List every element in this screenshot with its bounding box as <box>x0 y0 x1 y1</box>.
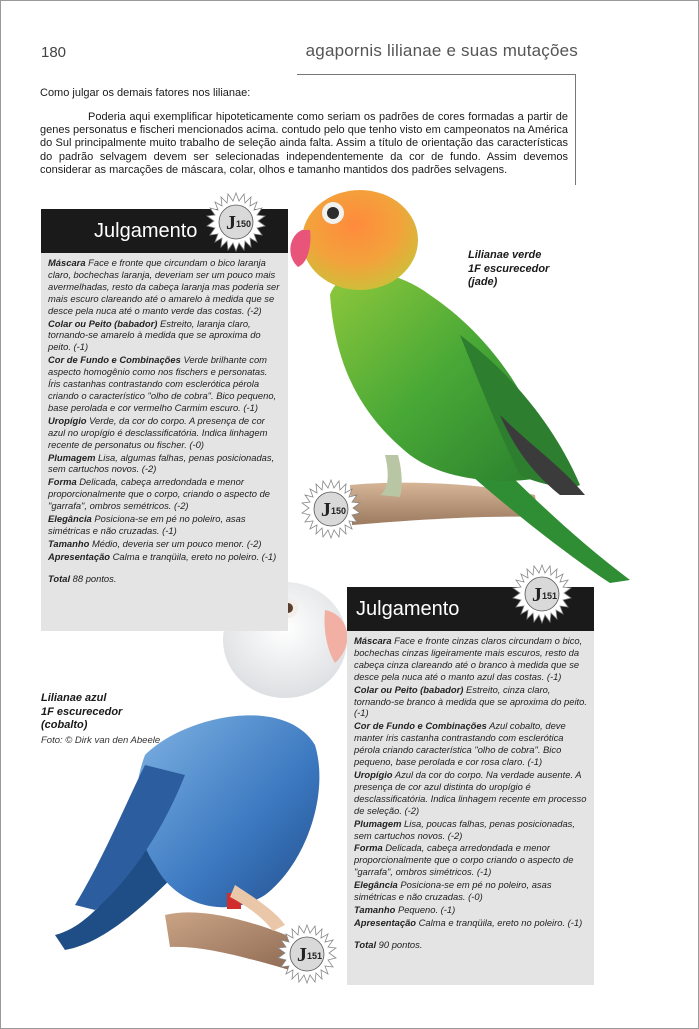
running-title: agapornis lilianae e suas mutações <box>305 41 578 60</box>
photo-credit: Foto: © Dirk van den Abeele <box>41 735 161 746</box>
intro-paragraph: Poderia aqui exemplificar hipoteticamente como seriam os padrões de cores formadas a partir de genes personatus e fischeri mencionados acima. contudo pelo que tenho visto em campeonatos na América do Sul principalmente muito trabalho de seleção ainda falta. Assim a título de orientação das características do padrão selvagem devem ser selecionadas independentemente da cor de fundo. Assim devemos considerar as marcações de máscara, colar, olhos e tamanho mantidos dos padrões selvagens. <box>40 111 568 176</box>
criterion-text: Azul da cor do corpo. Na verdade ausente. A presença de cor azul distinta do uropígio é desclassificatória. Indica linhagem recente em processo de seleção. (-2) <box>354 768 587 816</box>
criterion-text: Delicada, cabeça arredondada e menor proporcionalmente que o corpo, criando o aspecto de "garrafa", ombros semétricos. (-2) <box>48 476 271 512</box>
criterion-text: Médio, deveria ser um pouco menor. (-2) <box>91 537 262 549</box>
criterion-text: Face e fronte que circundam o bico laranja claro, bochechas laranja, deveriam ser um pouco mais avermelhadas, resto da cabeça laranja mas poderia ser mais escuro clareando até o amarelo à medida que se desce pela nuca até o manto verde das costas. (-2) <box>48 257 280 316</box>
seal-number: 150 <box>331 506 347 516</box>
criterion-entry <box>48 538 281 550</box>
svg-text:J: J <box>297 944 307 966</box>
photo-seal-badge-blue <box>277 924 337 984</box>
caption-blue-lovebird <box>41 692 122 733</box>
criterion-entry <box>48 476 281 512</box>
criterion-entry <box>48 452 281 476</box>
judging-title: Julgamento <box>347 587 594 631</box>
page-number: 180 <box>41 44 67 61</box>
criterion-entry <box>48 551 281 563</box>
judging-box-blue <box>347 587 594 985</box>
judge-seal-badge-green <box>206 192 266 252</box>
criterion-entry <box>354 917 587 929</box>
criterion-entry <box>48 318 281 354</box>
caption-line: Lilianae verde <box>468 249 542 261</box>
criterion-entry <box>354 720 587 768</box>
criterion-entry <box>48 415 281 451</box>
criterion-label: Cor de Fundo e Combinações <box>48 354 181 366</box>
seal-number: 150 <box>236 219 252 229</box>
criterion-text: Calma e tranqüila, ereto no poleiro. (-1) <box>418 916 583 928</box>
criterion-entry <box>354 635 587 683</box>
caption-line: Lilianae azul <box>41 692 107 704</box>
total-value: 88 pontos. <box>72 572 117 584</box>
criterion-entry <box>354 842 587 878</box>
criterion-entry <box>354 769 587 817</box>
criterion-entry <box>48 354 281 414</box>
criterion-entry <box>354 818 587 842</box>
caption-line: 1F escurecedor <box>41 705 123 718</box>
criterion-label: Apresentação <box>354 916 417 928</box>
criterion-text: Estreito, laranja claro, tornando-se amarelo à medida que se aproxima do peito. (-1) <box>48 317 261 353</box>
total-score <box>354 939 587 951</box>
criterion-label: Elegância <box>48 513 92 525</box>
svg-text:J: J <box>226 212 236 234</box>
criterion-entry <box>354 684 587 720</box>
criterion-text: Verde brilhante com aspecto homogênio como nos fischers e personatas. Íris castanhas contrastando com esclerótica pérola criando o característico "olho de cobra". Bico pequeno, base perolada e cor vermelho Carmim escuro. (-1) <box>48 354 277 413</box>
criterion-entry <box>354 904 587 916</box>
criterion-label: Forma <box>354 842 383 854</box>
criterion-text: Posiciona-se em pé no poleiro, asas simétricas e não cruzadas. (-0) <box>354 879 552 903</box>
judging-box-green <box>41 209 288 631</box>
caption-line: (jade) <box>468 276 498 288</box>
criterion-entry <box>354 879 587 903</box>
criterion-label: Plumagem <box>354 817 402 829</box>
seal-number: 151 <box>542 591 558 601</box>
criterion-label: Plumagem <box>48 451 96 463</box>
criterion-entry <box>48 513 281 537</box>
criterion-label: Cor de Fundo e Combinações <box>354 720 487 732</box>
svg-text:J: J <box>532 584 542 606</box>
criterion-label: Colar ou Peito (babador) <box>48 317 158 329</box>
seal-number: 151 <box>307 951 323 961</box>
total-value: 90 pontos. <box>378 938 423 950</box>
criterion-label: Tamanho <box>354 903 396 915</box>
svg-text:J: J <box>321 499 331 521</box>
caption-line: 1F escurecedor <box>468 262 550 275</box>
criterion-text: Delicada, cabeça arredondada e menor proporcionalmente que o corpo criando o aspecto de "garrafa", ombros simétricos. (-1) <box>354 842 574 878</box>
judge-seal-badge-blue <box>512 564 572 624</box>
criterion-text: Lisa, poucas falhas, penas posicionadas, sem cartuchos novos. (-2) <box>354 817 575 841</box>
criterion-text: Pequeno. (-1) <box>397 903 456 915</box>
caption-line: (cobalto) <box>41 719 88 731</box>
total-label: Total <box>354 938 377 950</box>
judging-title: Julgamento <box>41 209 288 253</box>
criterion-label: Máscara <box>354 635 392 646</box>
criterion-label: Elegância <box>354 879 398 891</box>
criterion-label: Forma <box>48 476 77 488</box>
criterion-label: Tamanho <box>48 537 90 549</box>
intro-heading: Como julgar os demais fatores nos lilianae: <box>40 87 251 99</box>
criterion-text: Calma e tranqüila, ereto no poleiro. (-1) <box>112 550 277 562</box>
criterion-label: Uropígio <box>48 414 87 426</box>
criterion-text: Face e fronte cinzas claros circundam o bico, bochechas cinzas ligeiramente mais escuros, resto da cabeça cinza clareando até o branco à medida que se desce pela nuca até o manto azul das costas. (-1) <box>354 635 583 682</box>
total-score <box>48 573 281 585</box>
criterion-label: Colar ou Peito (babador) <box>354 683 464 695</box>
frame-rule-right <box>575 74 576 185</box>
caption-green-lovebird <box>468 249 549 290</box>
criterion-text: Posiciona-se em pé no poleiro, asas simétricas e não cruzadas. (-1) <box>48 513 246 536</box>
criterion-text: Verde, da cor do corpo. A presença de cor azul no uropígio é desclassificatória. Indica linhagem recente de personatus ou fischer. (-0) <box>48 414 268 450</box>
frame-rule-top <box>297 74 576 75</box>
criterion-label: Uropígio <box>354 768 393 780</box>
criterion-label: Apresentação <box>48 550 111 562</box>
criterion-entry <box>48 257 281 317</box>
total-label: Total <box>48 572 71 584</box>
criterion-label: Máscara <box>48 257 86 268</box>
criterion-text: Estreito, cinza claro, tornando-se branco à medida que se aproxima do peito. (-1) <box>354 683 587 719</box>
criterion-text: Azul cobalto, deve manter íris castanha contrastando com esclerótica pérola criando característica "olho de cobra". Bico pequeno, base perolada e cor rosa claro. (-1) <box>354 720 566 768</box>
photo-seal-badge-green <box>301 479 361 539</box>
criterion-text: Lisa, algumas falhas, penas posicionadas, sem cartuchos novos. (-2) <box>48 451 275 475</box>
